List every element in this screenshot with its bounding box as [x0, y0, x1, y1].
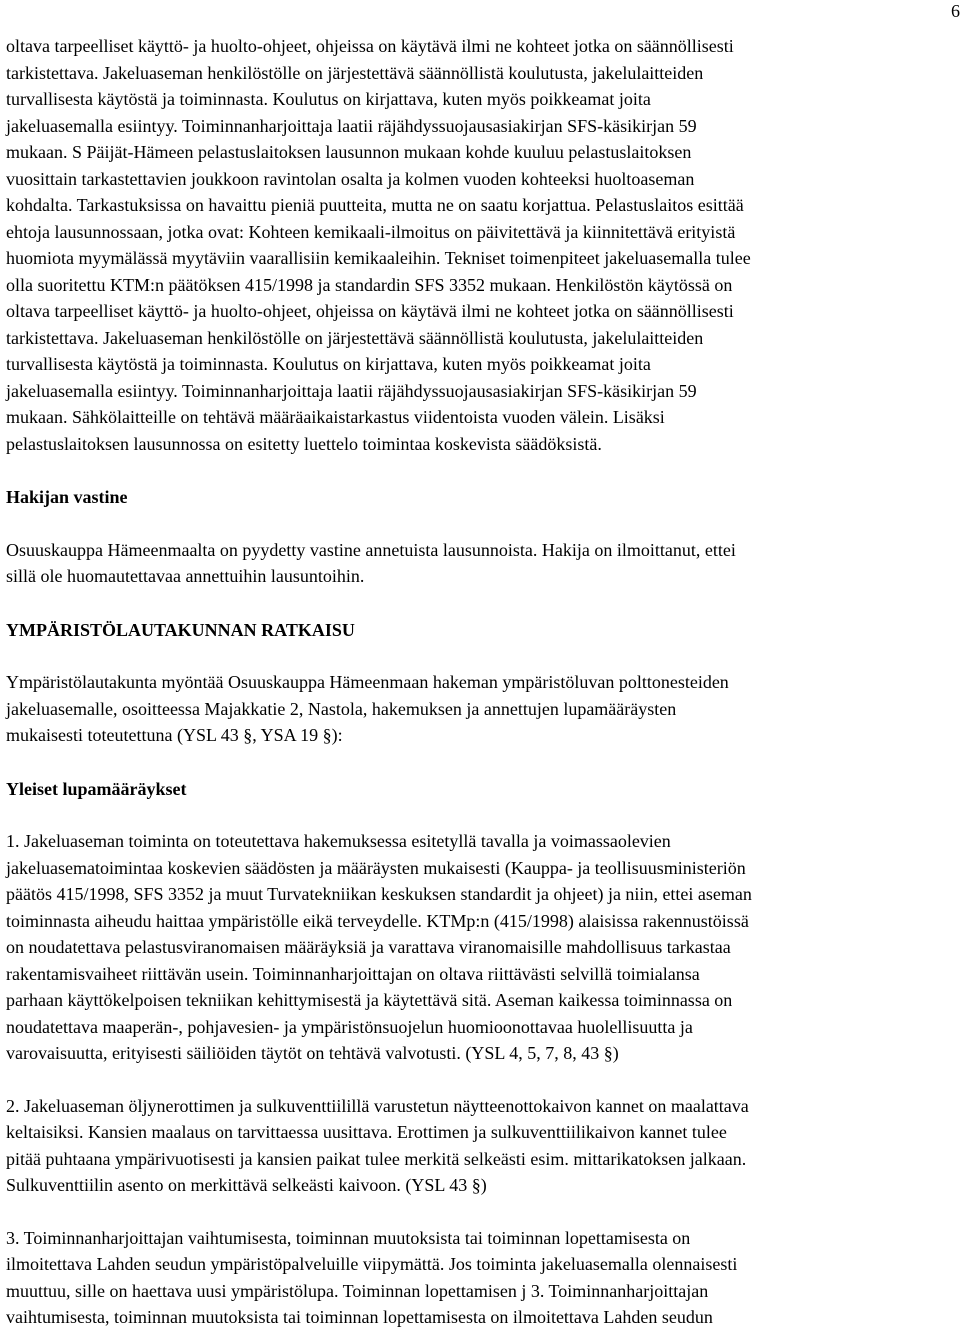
- heading-decision: YMPÄRISTÖLAUTAKUNNAN RATKAISU: [6, 619, 355, 640]
- provision-item-3: 3. Toiminnanharjoittajan vaihtumisesta, toiminnan muutoksista tai toiminnan lopettamisesta on ilmoitettava Lahden seudun ympäristöpalveluille viipymättä. Jos toiminta jakeluasemalla olennaisesti muuttuu, sille on haettava uusi ympäristölupa. Toiminnan lopettamisen j 3. Toiminnanharjoittajan vaihtumisesta, toiminnan muutoksista tai toiminnan lopettamisesta on ilmoitettava Lahden seudun: [6, 1227, 738, 1327]
- provision-item-2: 2. Jakeluaseman öljynerottimen ja sulkuventtiilillä varustetun näytteenottokaivon kannet on maalattava keltaisiksi. Kansien maalaus on tarvittaessa uusittava. Erottimen ja sulkuventtiilikaivon kannet tulee pitää puhtaana ympärivuotisesti ja kansien paikat tulee merkitä selkeästi esim. mittarikatoksen jalkaan. Sulkuventtiilin asento on merkittävä selkeästi kaivoon. (YSL 43 §): [6, 1095, 749, 1195]
- paragraph-decision: Ympäristölautakunta myöntää Osuuskauppa Hämeenmaan hakeman ympäristöluvan polttonesteiden jakeluasemalle, osoitteessa Majakkatie 2, Nastola, hakemuksen ja annettujen lupamääräysten mukaisesti toteutettuna (YSL 43 §, YSA 19 §):: [6, 672, 729, 745]
- paragraph-statements: oltava tarpeelliset käyttö- ja huolto-ohjeet, ohjeissa on käytävä ilmi ne kohteet jotka on säännöllisesti tarkistettava. Jakeluaseman henkilöstölle on järjestettävä säännöllistä koulutusta, jakelulaitteiden turvallisesta käytöstä ja toiminnasta. Koulutus on kirjattava, kuten myös poikkeamat joita jakeluasemalla esiintyy. Toiminnanharjoittaja laatii räjähdyssuojausasiakirjan SFS-käsikirjan 59 mukaan. S Päijät-Hämeen pelastuslaitoksen lausunnon mukaan kohde kuuluu pelastuslaitoksen vuosittain tarkastettavien joukkoon ravintolan osalta ja kolmen vuoden kohteeksi huoltoaseman kohdalta. Tarkastuksissa on havaittu pieniä puutteita, mutta ne on saatu korjattua. Pelastuslaitos esittää ehtoja lausunnossaan, jotka ovat: Kohteen kemikaali-ilmoitus on päivitettävä ja kiinnitettävä erityistä huomiota myymälässä myytäviin vaarallisiin kemikaaleihin. Tekniset toimenpiteet jakeluasemalla tulee olla suoritettu KTM:n päätöksen 415/1998 ja standardin SFS 3352 mukaan. Henkilöstön käytössä on oltava tarpeelliset käyttö- ja huolto-ohjeet, ohjeissa on käytävä ilmi ne kohteet jotka on säännöllisesti tarkistettava. Jakeluaseman henkilöstölle on järjestettävä säännöllistä koulutusta, jakelulaitteiden turvallisesta käytöstä ja toiminnasta. Koulutus on kirjattava, kuten myös poikkeamat joita jakeluasemalla esiintyy. Toiminnanharjoittaja laatii räjähdyssuojausasiakirjan SFS-käsikirjan 59 mukaan. Sähkölaitteille on tehtävä määräaikaistarkastus viidentoista vuoden välein. Lisäksi pelastuslaitoksen lausunnossa on esitetty luettelo toimintaa koskevista säädöksistä.: [6, 36, 751, 454]
- heading-general-provisions: Yleiset lupamääräykset: [6, 778, 187, 799]
- paragraph-applicant-response: Osuuskauppa Hämeenmaalta on pyydetty vastine annetuista lausunnoista. Hakija on ilmoittanut, ettei sillä ole huomautettavaa annettuihin lausuntoihin.: [6, 539, 736, 586]
- provision-item-1: 1. Jakeluaseman toiminta on toteutettava hakemuksessa esitetyllä tavalla ja voimassaolevien jakeluasematoimintaa koskevien säädösten ja määräysten mukaisesti (Kauppa- ja teollisuusministeriön päätös 415/1998, SFS 3352 ja muut Turvatekniikan keskuksen standardit ja ohjeet) ja niin, ettei aseman toiminnasta aiheudu haittaa ympäristölle eikä terveydelle. KTMp:n (415/1998) alaisissa rakennustöissä on noudatettava pelastusviranomaisen määräyksiä ja varattava viranomaisille mahdollisuus tarkastaa rakentamisvaiheet riittävän usein. Toiminnanharjoittajan on oltava riittävästi selvillä toimialansa parhaan käyttökelpoisen tekniikan kehittymisestä ja käytettävä sitä. Aseman kaikessa toiminnassa on noudatettava maaperän-, pohjavesien- ja ympäristönsuojelun huomioonottavaa huolellisuutta ja varovaisuutta, erityisesti säiliöiden täytöt on tehtävä valvotusti. (YSL 4, 5, 7, 8, 43 §): [6, 831, 752, 1063]
- heading-applicant-response: Hakijan vastine: [6, 487, 128, 507]
- document-page: [6, 33, 956, 1331]
- page-number: 6: [951, 1, 960, 21]
